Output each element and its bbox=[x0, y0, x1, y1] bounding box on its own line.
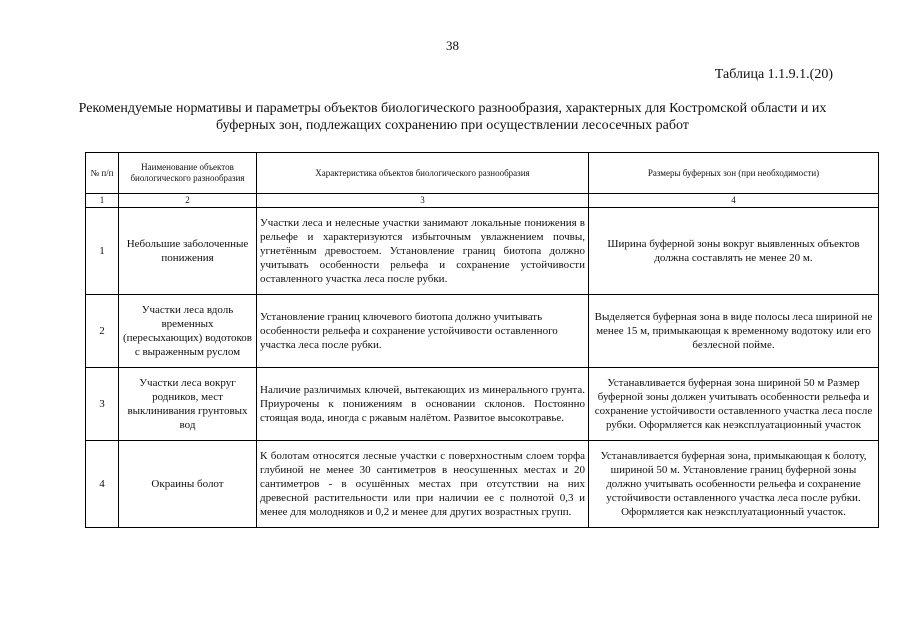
page-number: 38 bbox=[446, 38, 459, 53]
buffer-zone-size: Выделяется буферная зона в виде полосы леса шириной не менее 15 м, примыкающая к временному водотоку или его безлесной пойме. bbox=[589, 295, 879, 368]
buffer-zone-size: Устанавливается буферная зона, примыкающая к болоту, шириной 50 м. Установление границ буферной зоны должно учитывать особенности рельефа и сохранение устойчивости оставленного участка леса после рубки. Оформляется как неэксплуатационный участок. bbox=[589, 441, 879, 528]
header-buffer: Размеры буферных зон (при необходимости) bbox=[589, 153, 879, 194]
row-number: 1 bbox=[86, 208, 119, 295]
object-name: Небольшие заболоченные понижения bbox=[119, 208, 257, 295]
table-header-row bbox=[86, 153, 879, 194]
table-caption: Таблица 1.1.9.1.(20) bbox=[714, 67, 833, 82]
table-row bbox=[86, 441, 879, 528]
document-title: Рекомендуемые нормативы и параметры объектов биологического разнообразия, характерных для Костромской области и их буферных зон, подлежащих сохранению при осуществлении лесосечных работ bbox=[78, 101, 827, 133]
buffer-zone-size: Ширина буферной зоны вокруг выявленных объектов должна составлять не менее 20 м. bbox=[589, 208, 879, 295]
object-characteristic: Наличие различимых ключей, вытекающих из минерального грунта. Приурочены к понижениям в основании склонов. Постоянно стоящая вода, иногда с ржавым налётом. Развитое высокотравье. bbox=[257, 368, 589, 441]
header-num: № п/п bbox=[86, 153, 119, 194]
object-name: Участки леса вдоль временных (пересыхающих) водотоков с выраженным руслом bbox=[119, 295, 257, 368]
header-characteristic: Характеристика объектов биологического разнообразия bbox=[257, 153, 589, 194]
column-number: 3 bbox=[257, 194, 589, 208]
row-number: 3 bbox=[86, 368, 119, 441]
column-number: 2 bbox=[119, 194, 257, 208]
object-characteristic: Установление границ ключевого биотопа должно учитывать особенности рельефа и сохранение устойчивости оставленного участка леса после рубки. bbox=[257, 295, 589, 368]
row-number: 4 bbox=[86, 441, 119, 528]
column-number: 4 bbox=[589, 194, 879, 208]
row-number: 2 bbox=[86, 295, 119, 368]
column-number: 1 bbox=[86, 194, 119, 208]
object-name: Участки леса вокруг родников, мест выклинивания грунтовых вод bbox=[119, 368, 257, 441]
column-numbers-row bbox=[86, 194, 879, 208]
buffer-zone-size: Устанавливается буферная зона шириной 50 м Размер буферной зоны должен учитывать особенности рельефа и сохранение устойчивости оставленного участка леса после рубки. Оформляется как неэксплуатационный участок bbox=[589, 368, 879, 441]
object-characteristic: Участки леса и нелесные участки занимают локальные понижения в рельефе и характеризуются избыточным увлажнением почвы, угнетённым древостоем. Установление границ биотопа должно учитывать особенности рельефа и сохранение устойчивости оставленного участка леса после рубки. bbox=[257, 208, 589, 295]
header-name: Наименование объектов биологического разнообразия bbox=[119, 153, 257, 194]
table-row bbox=[86, 295, 879, 368]
object-name: Окраины болот bbox=[119, 441, 257, 528]
table-row bbox=[86, 368, 879, 441]
biodiversity-table bbox=[85, 152, 879, 528]
table-row bbox=[86, 208, 879, 295]
object-characteristic: К болотам относятся лесные участки с поверхностным слоем торфа глубиной не менее 30 сантиметров в неосушенных местах и 20 сантиметров - в осушённых местах при отсутствии на них древесной растительности или при наличии ее с полнотой 0,3 и менее для молодняков и 0,2 и менее для других возрастных групп. bbox=[257, 441, 589, 528]
